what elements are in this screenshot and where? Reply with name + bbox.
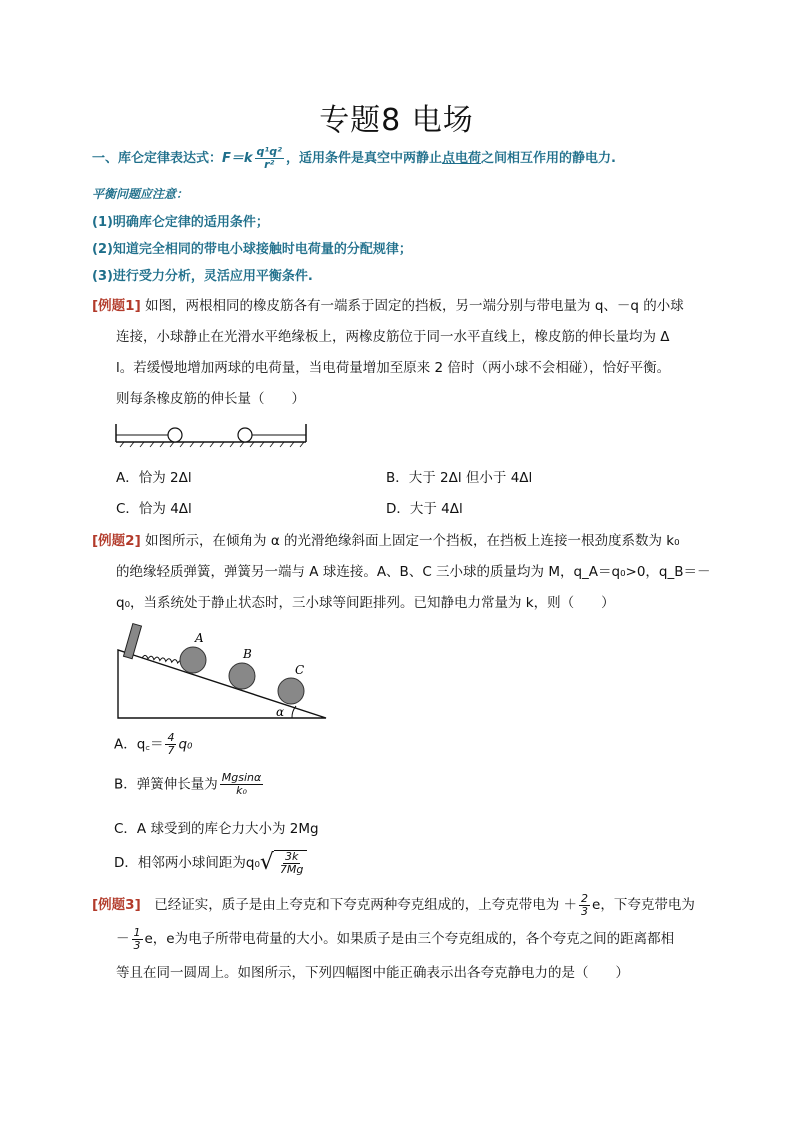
- example-2-option-b[interactable]: [114, 772, 265, 797]
- opt-d-sqrt: [260, 850, 308, 876]
- note-item-1: (1)明确库仑定律的适用条件；: [92, 215, 269, 230]
- sqrt-sign: √: [259, 850, 274, 875]
- example-2-figure: [112, 618, 332, 724]
- formula-num: q¹q²: [256, 145, 282, 158]
- example-1-line-4: 则每条橡皮筋的伸长量（ ）: [116, 391, 305, 407]
- formula-den: r²: [264, 158, 275, 171]
- example-3-line-1b: e，下夸克带电为: [592, 897, 695, 913]
- notes-heading: 平衡问题应注意：: [92, 187, 189, 201]
- example-1-label: [例题1]: [92, 298, 141, 314]
- ball-c: [278, 678, 304, 704]
- coulomb-law-line: [92, 146, 616, 171]
- example-1-line-1: 如图，两根相同的橡皮筋各有一端系于固定的挡板，另一端分别与带电量为 q、－q 的小球: [145, 298, 684, 314]
- example-2-line-3: q₀，当系统处于静止状态时，三小球等间距排列。已知静电力常量为 k，则（ ）: [116, 595, 615, 611]
- opt-b-fraction: [220, 772, 263, 797]
- note-item-2: (2)知道完全相同的带电小球接触时电荷量的分配规律；: [92, 242, 412, 257]
- opt-b-pre: B．弹簧伸长量为: [114, 776, 218, 793]
- coulomb-tail: ，适用条件是真空中两静止: [285, 151, 442, 166]
- opt-d-fraction: [278, 851, 305, 876]
- example-3-label: [例题3]: [92, 897, 141, 913]
- example-3-line-3: 等且在同一圆周上。如图所示，下列四幅图中能正确表示出各夸克静电力的是（ ）: [116, 965, 629, 981]
- example-2-line-1: 如图所示，在倾角为 α 的光滑绝缘斜面上固定一个挡板，在挡板上连接一根劲度系数为 k₀: [145, 533, 680, 549]
- ball-b: [229, 663, 255, 689]
- opt-b-num: Mgsinα: [221, 771, 262, 784]
- example-1-figure: [112, 420, 312, 450]
- label-b: B: [243, 647, 252, 661]
- label-a: A: [195, 631, 204, 645]
- page-title: 专题8 电场: [319, 103, 474, 138]
- opt-a-den: 7: [167, 744, 175, 757]
- ex3-frac2-num: 1: [133, 925, 141, 939]
- opt-a-num: 4: [167, 731, 175, 744]
- label-c: C: [295, 663, 305, 677]
- opt-a-pre: A．q꜀＝: [114, 736, 164, 753]
- example-3: [92, 888, 712, 990]
- example-1-option-d[interactable]: D．大于 4Δl: [386, 501, 463, 517]
- opt-a-fraction: [165, 732, 176, 757]
- example-1-line-3: l。若缓慢地增加两球的电荷量，当电荷量增加至原来 2 倍时（两小球不会相碰），恰好平衡。: [116, 360, 671, 376]
- example-3-line-2b: e，e为电子所带电荷量的大小。如果质子是由三个夸克组成的，各个夸克之间的距离都相: [144, 931, 675, 947]
- ex3-frac2: [132, 927, 143, 952]
- formula-fraction: [255, 146, 284, 171]
- example-2: [92, 526, 712, 619]
- label-alpha: α: [276, 705, 285, 719]
- example-1: [92, 291, 712, 415]
- opt-a-post: q₀: [178, 736, 193, 753]
- stopper-plate: [123, 624, 141, 659]
- ex3-frac1-num: 2: [581, 891, 589, 905]
- ex3-frac1: [579, 893, 590, 918]
- example-2-line-2: 的绝缘轻质弹簧，弹簧另一端与 A 球连接。A、B、C 三小球的质量均为 M，q_A＝q₀>0，q_B＝－: [116, 564, 711, 580]
- example-1-option-c[interactable]: C．恰为 4Δl: [116, 501, 192, 517]
- example-2-option-a[interactable]: [114, 732, 192, 757]
- example-1-option-b[interactable]: B．大于 2Δl 但小于 4Δl: [386, 470, 533, 486]
- opt-d-num: 3k: [284, 850, 299, 863]
- coulomb-lead: 一、库仑定律表达式：: [92, 151, 223, 166]
- opt-d-pre: D．相邻两小球间距为: [114, 855, 246, 871]
- example-2-label: [例题2]: [92, 533, 141, 549]
- example-3-line-1a: 已经证实，质子是由上夸克和下夸克两种夸克组成的，上夸克带电为 ＋: [154, 897, 578, 913]
- opt-d-den: 7Mg: [279, 863, 304, 876]
- ball-a: [180, 647, 206, 673]
- ex3-frac2-den: 3: [133, 938, 141, 952]
- ball-q: [168, 428, 182, 442]
- ball-minus-q: [238, 428, 252, 442]
- example-1-option-a[interactable]: A．恰为 2Δl: [116, 470, 192, 486]
- opt-b-den: k₀: [236, 784, 247, 797]
- point-charge-underline: 点电荷: [441, 151, 481, 166]
- example-2-option-c[interactable]: C．A 球受到的库仑力大小为 2Mg: [114, 821, 319, 837]
- note-item-3: (3)进行受力分析，灵活应用平衡条件.: [92, 269, 313, 284]
- coulomb-tail2: 之间相互作用的静电力.: [480, 151, 616, 166]
- ex3-frac1-den: 3: [581, 904, 589, 918]
- example-3-line-2a: －: [116, 931, 130, 947]
- example-1-line-2: 连接，小球静止在光滑水平绝缘板上，两橡皮筋位于同一水平直线上，橡皮筋的伸长量均为 Δ: [116, 329, 670, 345]
- opt-d-q: q₀: [245, 855, 260, 871]
- formula-lhs: F＝k: [222, 151, 253, 166]
- example-2-option-d[interactable]: [114, 850, 307, 876]
